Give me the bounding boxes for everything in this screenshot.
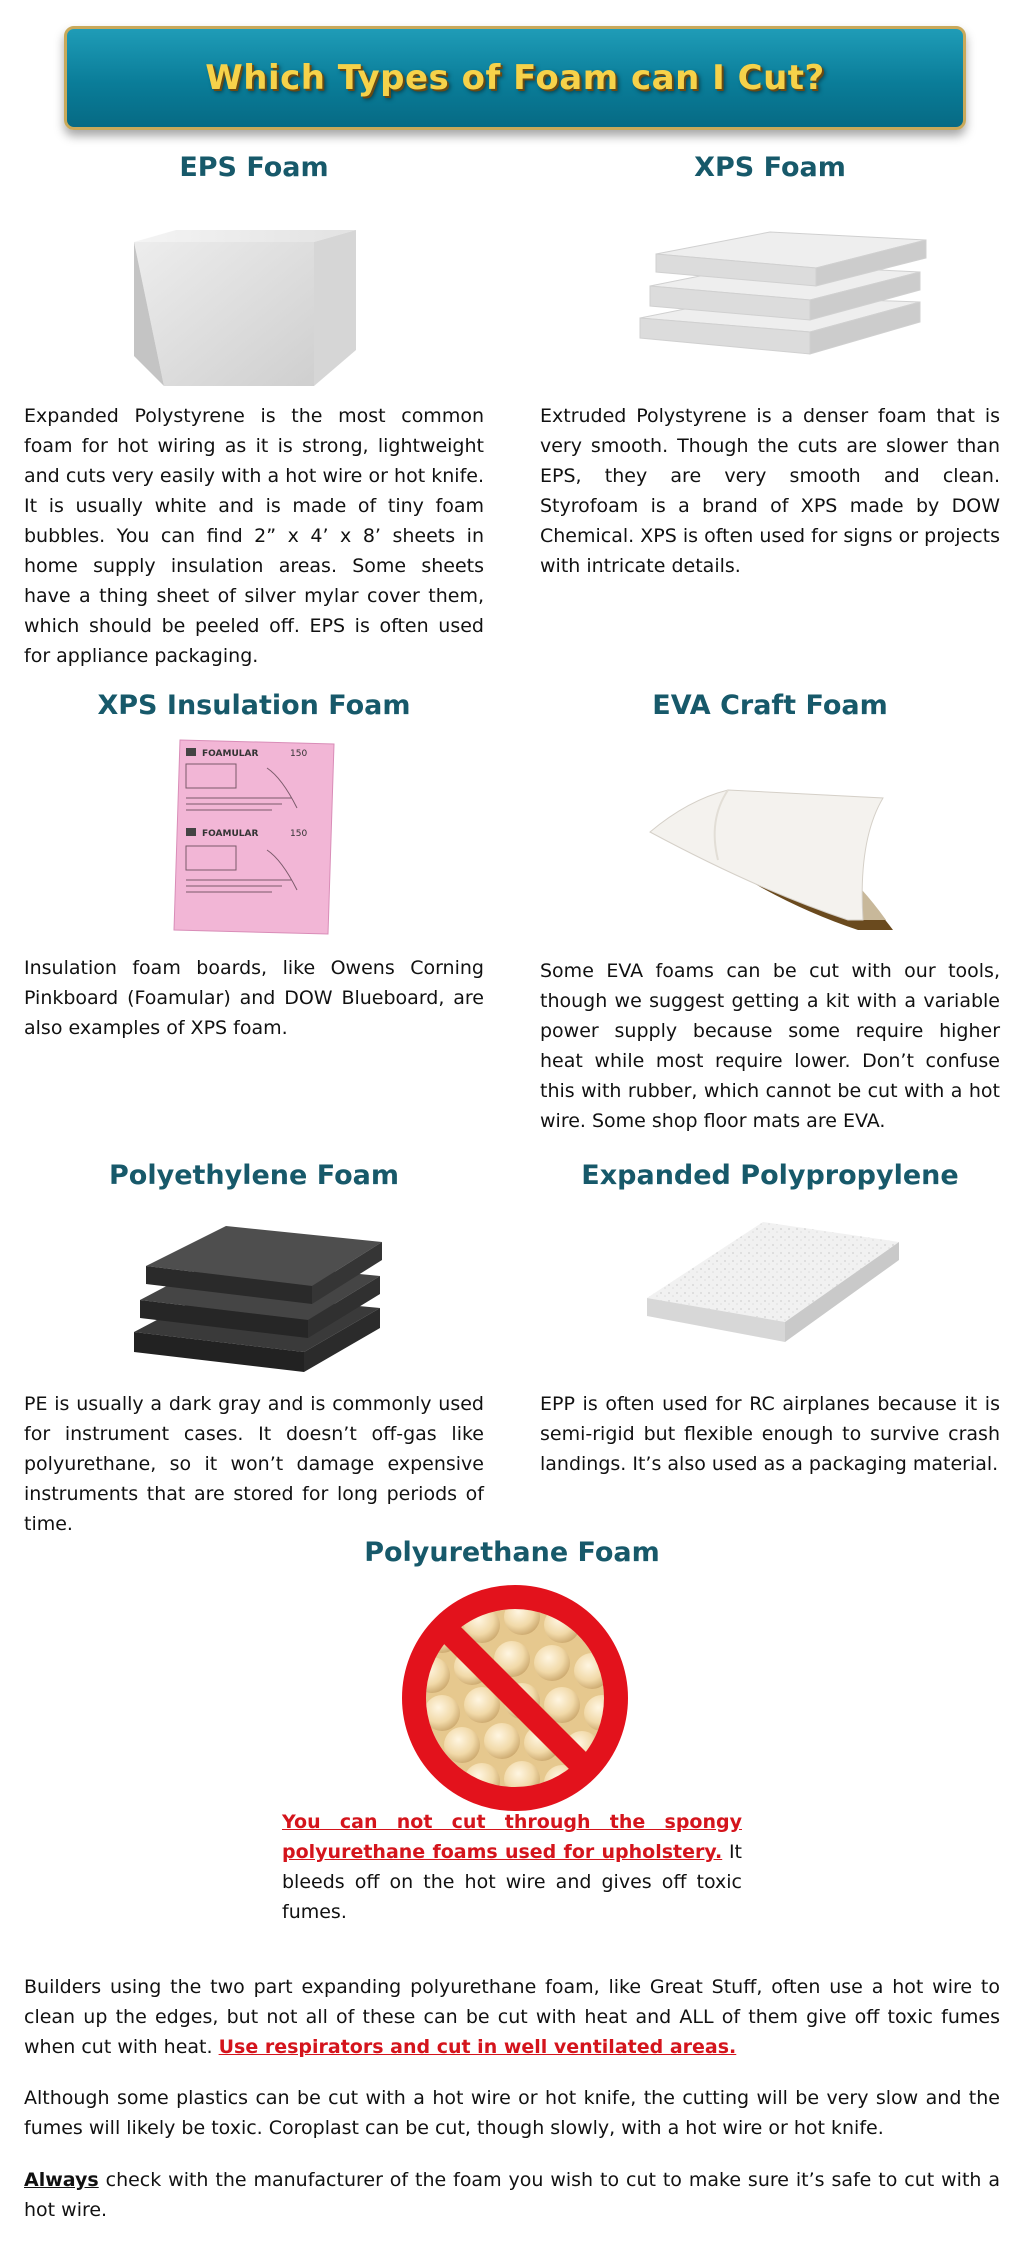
eva-heading: EVA Craft Foam [652,690,888,721]
eva-craft-foam-image [648,780,898,940]
eva-description: Some EVA foams can be cut with our tools, though we suggest getting a kit with a variable power supply because some require higher heat while most require lower. Don’t confuse this with rubber, which cannot be cut with a hot wire. Some shop floor mats are EVA. [540,960,1000,1132]
title-banner [64,26,966,130]
always-emphasis: Always [24,2169,99,2191]
xps-foam-sheets-image [630,228,930,358]
footer-paragraph-2: Although some plastics can be cut with a hot wire or hot knife, the cutting will be very slow and the fumes will likely be toxic. Coroplast can be cut, though slowly, with a hot wire or hot knife. [24,2087,1000,2139]
eps-heading: EPS Foam [179,152,329,183]
pu-description: It bleeds off on the hot wire and gives off toxic fumes. [282,1841,742,1923]
pu-warning: You can not cut through the spongy polyurethane foams used for upholstery. [282,1811,742,1863]
footer-paragraph-3 [24,2165,1000,2225]
xps-heading: XPS Foam [694,152,846,183]
pe-heading: Polyethylene Foam [109,1160,399,1191]
foamular-pinkboard-image [172,738,337,936]
eps-description: Expanded Polystyrene is the most common foam for hot wiring as it is strong, lightweight and cuts very easily with a hot wire or hot knife. It is usually white and is made of tiny foam bubbles. You can find 2” x 4’ x 8’ sheets in home supply insulation areas. Some sheets have a thing sheet of silver mylar cover them, which should be peeled off. EPS is often used for appliance packaging. [24,405,484,667]
pu-heading: Polyurethane Foam [364,1537,660,1568]
footer-paragraph-1 [24,1972,1000,2062]
polyethylene-foam-image [130,1212,385,1377]
epp-heading: Expanded Polypropylene [581,1160,959,1191]
xps-insulation-description: Insulation foam boards, like Owens Corning Pinkboard (Foamular) and DOW Blueboard, are also examples of XPS foam. [24,957,484,1039]
footer-p1-text: Builders using the two part expanding polyurethane foam, like Great Stuff, often use a hot wire to clean up the edges, but not all of these can be cut with heat and ALL of them give off toxic fumes when cut with heat. [24,1976,1000,2058]
footer-p3-text: check with the manufacturer of the foam you wish to cut to make sure it’s safe to cut with a hot wire. [24,2169,1000,2221]
pu-text-block [282,1807,742,1927]
eps-foam-block-image [130,228,360,393]
board-brand-bottom: FOAMULAR [202,829,259,839]
no-polyurethane-icon [402,1585,628,1811]
board-number-top: 150 [290,749,308,759]
epp-description: EPP is often used for RC airplanes because it is semi-rigid but flexible enough to survive crash landings. It’s also used as a packaging material. [540,1393,1000,1475]
board-number-bottom: 150 [290,829,308,839]
respirator-warning: Use respirators and cut in well ventilated areas. [218,2036,737,2058]
xps-description: Extruded Polystyrene is a denser foam that is very smooth. Though the cuts are slower than EPS, they are very smooth and clean. Styrofoam is a brand of XPS made by DOW Chemical. XPS is often used for signs or projects with intricate details. [540,405,1000,577]
xps-insulation-heading: XPS Insulation Foam [97,690,411,721]
board-brand-top: FOAMULAR [202,749,259,759]
epp-foam-image [643,1218,903,1348]
pe-description: PE is usually a dark gray and is commonly used for instrument cases. It doesn’t off-gas like polyurethane, so it won’t damage expensive instruments that are stored for long periods of time. [24,1393,484,1535]
page-title: Which Types of Foam can I Cut? [205,58,825,98]
